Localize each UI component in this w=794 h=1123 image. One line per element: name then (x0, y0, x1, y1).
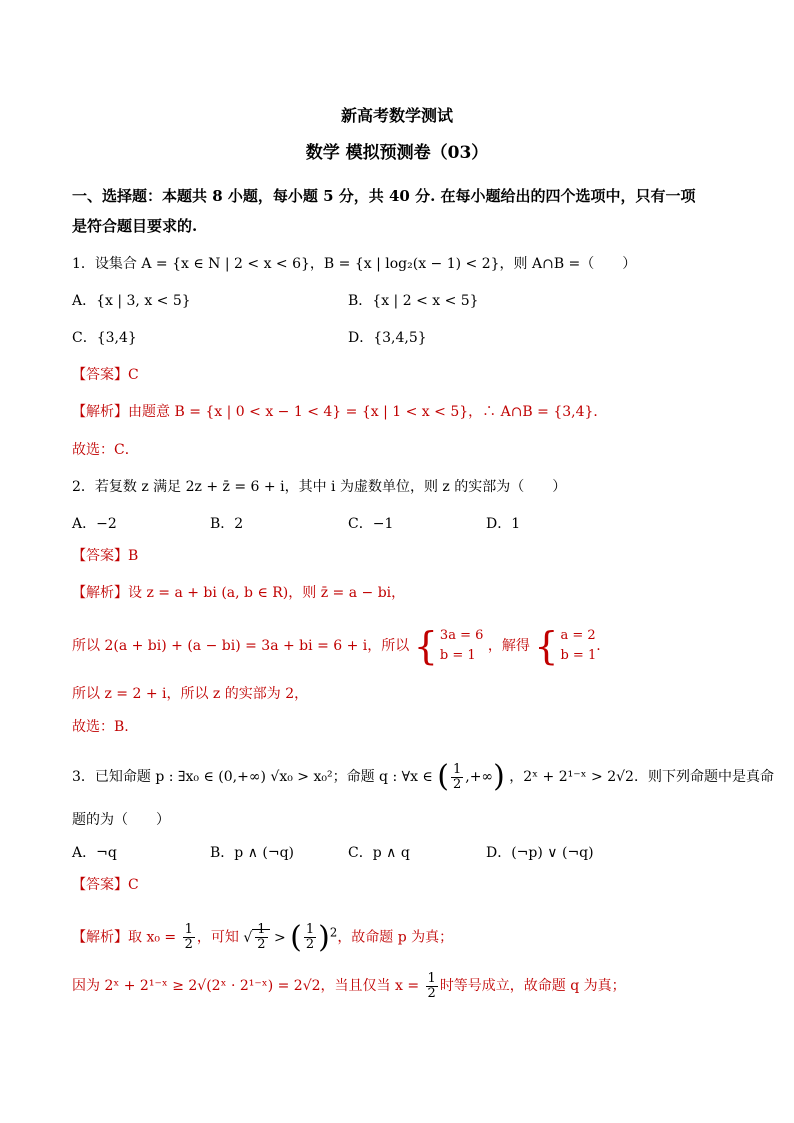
analysis-tag: 【解析】 (72, 404, 128, 420)
fraction-numerator: 1 (184, 922, 193, 938)
fraction-numerator: 1 (257, 922, 266, 938)
analysis-line2-pre: 因为 2ˣ + 2¹⁻ˣ ≥ 2√(2ˣ · 2¹⁻ˣ) = 2√2，当且仅当 x = (72, 978, 420, 994)
fraction-numerator: 1 (427, 970, 436, 986)
answer-value: C (128, 367, 139, 383)
q3-option-c: C．p ∧ q (348, 845, 410, 861)
fraction-denominator: 2 (305, 937, 315, 953)
q1-option-d: D．{3,4,5} (348, 330, 427, 346)
q3-stem (72, 757, 774, 797)
interval-tail: ,+∞ (465, 769, 494, 785)
left-paren: ( (437, 759, 449, 794)
q1-option-c: C．{3,4} (72, 330, 137, 346)
analysis-line2-end: 时等号成立，故命题 q 为真； (439, 978, 626, 994)
q3-analysis (72, 910, 453, 960)
q3-stem-line2: 题的为（ ） (72, 812, 170, 828)
interval-fraction (451, 763, 463, 792)
analysis-tag: 【解析】 (72, 929, 128, 946)
fraction-denominator: 2 (184, 937, 193, 953)
fraction-denominator: 2 (427, 985, 436, 1001)
q1-choose: 故选：C． (72, 442, 139, 458)
equation-system-2 (534, 626, 596, 666)
equation-system-1 (414, 626, 484, 666)
analysis-mid: ，可知 (196, 929, 239, 946)
section-heading-line2: 是符合题目要求的. (72, 217, 198, 235)
answer-tag: 【答案】 (72, 877, 128, 893)
q3-analysis-line2 (72, 966, 626, 1006)
q2-answer (72, 547, 138, 565)
q2-stem: 2．若复数 z 满足 2z + z̄ = 6 + i，其中 i 为虚数单位，则 z 的实部为（ ） (72, 479, 567, 495)
q1-analysis (72, 403, 607, 421)
analysis-line2-end: . (596, 638, 601, 654)
q2-choose: 故选：B. (72, 719, 129, 735)
q2-option-b: B．2 (210, 516, 244, 532)
fraction-numerator: 1 (452, 761, 462, 777)
q1-answer (72, 366, 139, 384)
analysis-end: ，故命题 p 为真； (337, 929, 454, 946)
x-fraction (426, 972, 438, 1001)
system2-row1: a = 2 (560, 628, 596, 643)
sqrt-comparison: √ $\frac{1}{2}$ > ( $\frac{1}{2}$ )$^2$ (243, 919, 338, 955)
q2-analysis (72, 584, 405, 602)
analysis-line2-pre: 所以 2(a + bi) + (a − bi) = 3a + bi = 6 + i，所以 (72, 638, 410, 654)
answer-value: B (128, 548, 139, 564)
q3-stem-pre: 3．已知命题 p : ∃x₀ ∈ (0,+∞) √x₀ > x₀²；命题 q : ∀x ∈ (72, 769, 433, 785)
q3-stem-post: ，2ˣ + 2¹⁻ˣ > 2√2．则下列命题中是真命 (509, 769, 774, 785)
fraction-denominator: 2 (452, 776, 462, 792)
q3-answer (72, 876, 139, 894)
fraction-denominator: 2 (257, 937, 266, 953)
system1-row2: b = 1 (439, 648, 476, 663)
fraction-numerator: 1 (305, 922, 315, 938)
answer-value: C (128, 877, 139, 893)
answer-tag: 【答案】 (72, 367, 128, 383)
left-brace: { (413, 624, 438, 668)
q2-analysis-line3: 所以 z = 2 + i，所以 z 的实部为 2， (72, 686, 309, 702)
system2-row2: b = 1 (560, 648, 597, 663)
analysis-text: 设 z = a + bi (a, b ∈ R)，则 z̄ = a − bi， (128, 585, 406, 601)
q2-option-a: A．−2 (72, 516, 117, 532)
q3-option-b: B．p ∧ (¬q) (210, 845, 295, 861)
q3-option-d: D．(¬p) ∨ (¬q) (486, 845, 594, 861)
q3-option-a: A．¬q (72, 845, 117, 861)
x0-fraction (183, 923, 195, 952)
page-subtitle: 数学 模拟预测卷（03） (305, 143, 489, 163)
q2-analysis-line2 (72, 624, 601, 668)
system1-row1: 3a = 6 (439, 628, 484, 643)
right-paren: ) (493, 759, 505, 794)
analysis-tag: 【解析】 (72, 585, 128, 601)
analysis-line2-mid: ，解得 (487, 638, 530, 654)
q1-option-a: A．{x | 3, x < 5} (72, 293, 191, 309)
analysis-text: 由题意 B = {x | 0 < x − 1 < 4} = {x | 1 < x < 5}，∴ A∩B = {3,4}． (128, 404, 608, 420)
q1-option-b: B．{x | 2 < x < 5} (348, 293, 479, 309)
answer-tag: 【答案】 (72, 548, 128, 564)
page-title: 新高考数学测试 (340, 106, 453, 125)
section-heading-line1: 一、选择题：本题共 8 小题，每小题 5 分，共 40 分. 在每小题给出的四个选项中，只有一项 (72, 187, 696, 205)
analysis-pre: 取 x₀ = (128, 929, 177, 946)
left-brace: { (534, 624, 559, 668)
q2-option-c: C．−1 (348, 516, 394, 532)
q2-option-d: D．1 (486, 516, 521, 532)
q1-stem: 1．设集合 A = {x ∈ N | 2 < x < 6}，B = {x | log₂(x − 1) < 2}，则 A∩B =（ ） (72, 256, 637, 272)
